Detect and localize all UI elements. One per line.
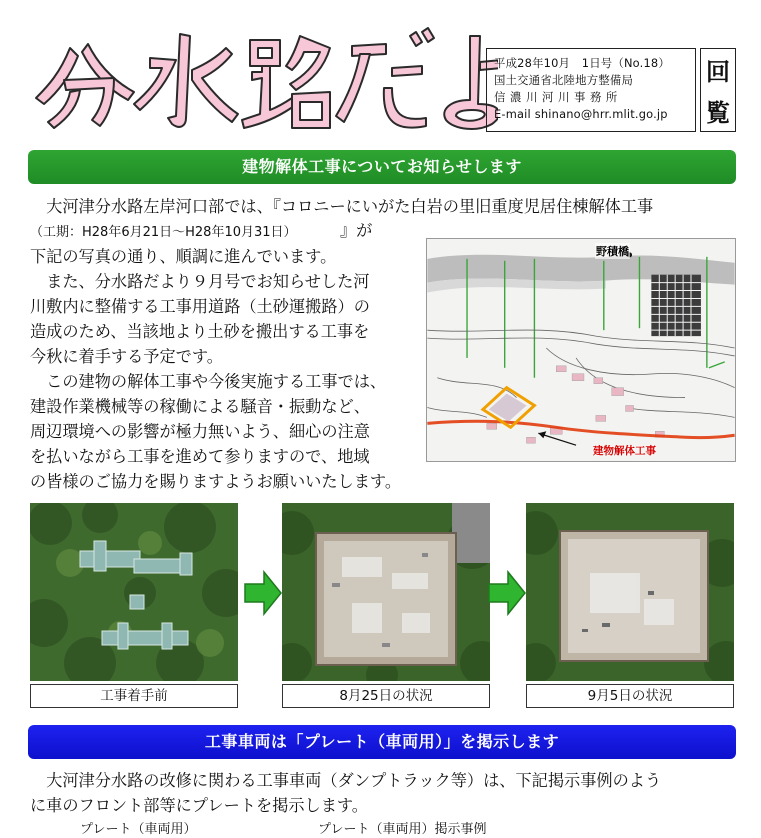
body-line-9: 建設作業機械等の稼働による騒音・振動など、 xyxy=(30,397,370,416)
map-label-bridge: 野積橋 xyxy=(596,245,629,258)
circulate-char-1: 回 xyxy=(706,57,730,86)
body-line-4: また、分水路だより９月号でお知らせした河 xyxy=(30,272,370,291)
body-line-5: 川敷内に整備する工事用道路（土砂運搬路）の xyxy=(30,297,370,316)
newsletter-logo xyxy=(30,18,498,136)
logo-calligraphy xyxy=(30,18,498,136)
plate-label: プレート（車両用） xyxy=(80,822,197,837)
right-arrow-icon-2 xyxy=(488,570,526,616)
circulate-stamp xyxy=(700,48,736,132)
email-address[interactable]: E-mail shinano@hrr.mlit.go.jp xyxy=(494,107,668,121)
photo-before-construction xyxy=(30,503,238,681)
aerial-photo-3 xyxy=(526,503,734,681)
body-line-7: 今秋に着手する予定です。 xyxy=(30,347,223,366)
section-heading-demolition: 建物解体工事についてお知らせします xyxy=(28,150,736,184)
photo-caption-1: 工事着手前 xyxy=(30,684,238,708)
location-map xyxy=(426,238,736,462)
photo-caption-2: 8月25日の状況 xyxy=(282,684,490,708)
agency-name: 国土交通省北陸地方整備局 xyxy=(494,73,634,87)
map-label-work: 建物解体工事 xyxy=(593,445,656,457)
body-line-1: 大河津分水路左岸河口部では、『コロニーにいがた白岩の里旧重度児居住棟解体工事 xyxy=(30,197,654,216)
plate-example-label: プレート（車両用）掲示事例 xyxy=(318,822,487,837)
photo-sep-5 xyxy=(526,503,734,681)
photo-caption-3: 9月5日の状況 xyxy=(526,684,734,708)
aerial-photo-2 xyxy=(282,503,490,681)
body-line-3: 下記の写真の通り、順調に進んでいます。 xyxy=(30,247,337,266)
section2-line-2: に車のフロント部等にプレートを掲示します。 xyxy=(30,796,368,815)
section2-line-1: 大河津分水路の改修に関わる工事車両（ダンプトラック等）は、下記掲示事例のよう xyxy=(30,771,662,790)
photo-aug-25 xyxy=(282,503,490,681)
map-drawing xyxy=(427,239,735,461)
circulate-char-2: 覧 xyxy=(706,98,730,127)
construction-period: （工期：H28年6月21日～H28年10月31日） xyxy=(30,225,297,240)
issue-date: 平成28年10月 1日号（No.18） xyxy=(494,56,670,70)
aerial-photo-1 xyxy=(30,503,238,681)
body-line-8: この建物の解体工事や今後実施する工事では、 xyxy=(30,372,387,391)
body-line-6: 造成のため、当該地より土砂を搬出する工事を xyxy=(30,322,370,341)
body-line-period xyxy=(30,218,297,245)
body-line-12: の皆様のご協力を賜りますようお願いいたします。 xyxy=(30,472,402,491)
body-line-2-suffix: 』が xyxy=(340,221,373,240)
issue-info-box xyxy=(486,48,696,132)
body-line-10: 周辺環境への影響が極力無いよう、細心の注意 xyxy=(30,422,370,441)
office-name: 信濃川河川事務所 xyxy=(494,90,622,104)
body-line-11: を払いながら工事を進めて参りますので、地域 xyxy=(30,447,370,466)
masthead xyxy=(24,14,744,142)
section-heading-vehicle-plate: 工事車両は「プレート（車両用）」を掲示します xyxy=(28,725,736,759)
right-arrow-icon xyxy=(244,570,282,616)
